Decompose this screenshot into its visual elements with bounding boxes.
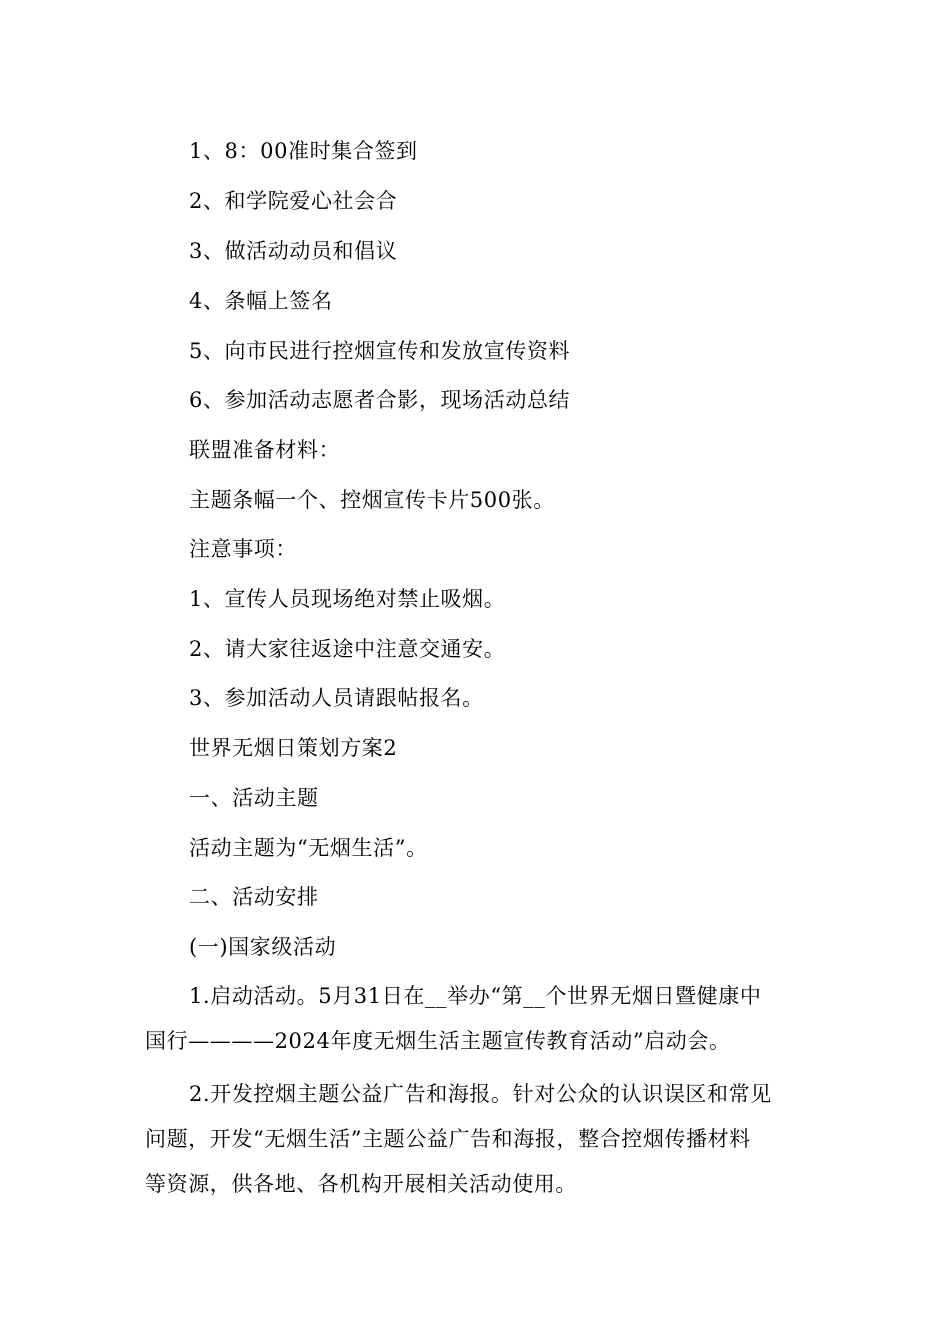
- note-item-1: 1、宣传人员现场绝对禁止吸烟。: [189, 587, 506, 611]
- schedule-item-2: 2、和学院爱心社会合: [189, 189, 398, 213]
- schedule-item-5: 5、向市民进行控烟宣传和发放宣传资料: [189, 339, 571, 363]
- notes-heading: 注意事项：: [189, 537, 297, 561]
- paragraph-public-ads: [145, 1072, 807, 1207]
- subsection-heading-national: (一)国家级活动: [189, 935, 337, 959]
- schedule-item-6: 6、参加活动志愿者合影，现场活动总结: [189, 388, 571, 412]
- plan-title: 世界无烟日策划方案2: [189, 736, 398, 760]
- materials-text: 主题条幅一个、控烟宣传卡片500张。: [189, 488, 555, 512]
- materials-heading: 联盟准备材料：: [189, 438, 341, 462]
- schedule-item-3: 3、做活动动员和倡议: [189, 239, 398, 263]
- paragraph-line: 国行————2024年度无烟生活主题宣传教育活动”启动会。: [145, 1029, 731, 1053]
- paragraph-line: 1.启动活动。5月31日在__举办“第__个世界无烟日暨健康中: [189, 984, 762, 1008]
- paragraph-line: 2.开发控烟主题公益广告和海报。针对公众的认识误区和常见: [189, 1082, 772, 1106]
- schedule-item-4: 4、条幅上签名: [189, 289, 333, 313]
- paragraph-line: 等资源，供各地、各机构开展相关活动使用。: [145, 1172, 577, 1196]
- note-item-3: 3、参加活动人员请跟帖报名。: [189, 686, 484, 710]
- paragraph-line: 问题，开发“无烟生活”主题公益广告和海报，整合控烟传播材料: [145, 1127, 751, 1151]
- theme-text: 活动主题为“无烟生活”。: [189, 836, 428, 860]
- section-heading-arrangement: 二、活动安排: [189, 885, 319, 909]
- schedule-item-1: 1、8：00准时集合签到: [189, 139, 418, 163]
- note-item-2: 2、请大家往返途中注意交通安。: [189, 637, 506, 661]
- section-heading-theme: 一、活动主题: [189, 786, 319, 810]
- paragraph-launch-activity: [145, 974, 807, 1064]
